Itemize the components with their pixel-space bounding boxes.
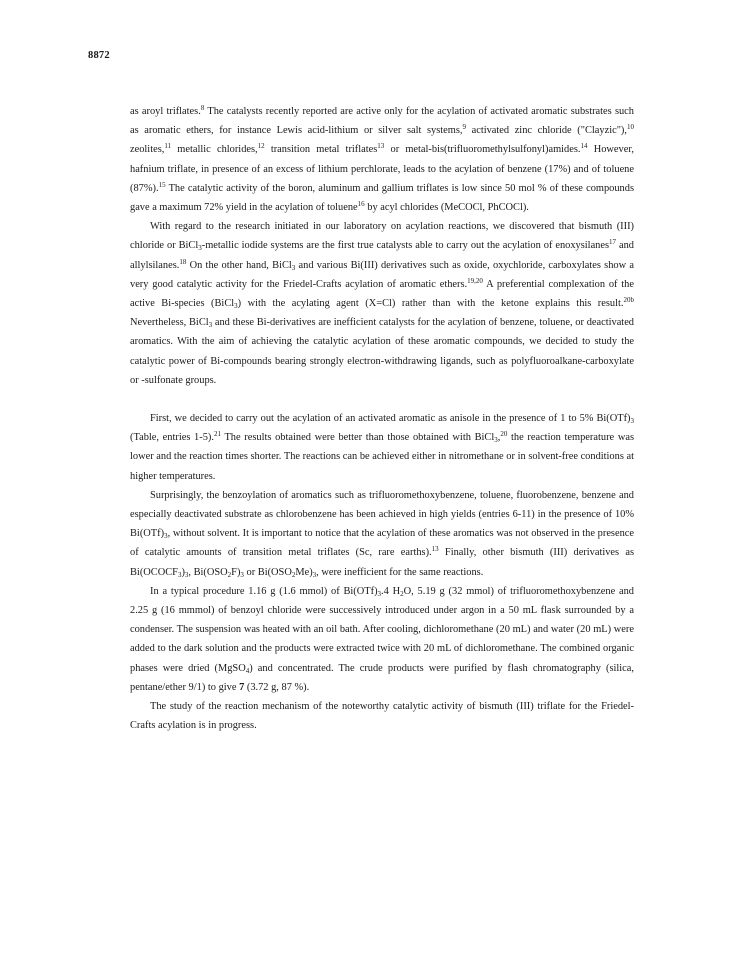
paragraph-benzoylation [130,486,634,582]
text-run: Me) [295,566,313,578]
reference-superscript: 17 [609,238,617,247]
subscript: 3 [208,321,213,330]
text-run: and these Bi-derivatives are inefficient catalysts for the acylation of benzene, toluene, or deactivated aromatics. With the aim of achieving the catalytic acylation of these aromatic compounds, we decided to study the catalytic power of Bi-compounds bearing strongly electron-withdrawing ligands, such as polyfluoroalkane-carboxylate or -sulfonate groups. [130,317,634,386]
text-run: or Bi(OSO [243,566,292,578]
text-run: With regard to the research initiated in our laboratory on acylation reactions, we discovered that bismuth (III) chloride or BiCl [130,221,634,252]
text-run: ) and concentrated. The crude products were purified by flash chromatography (silica, pentane/ether 9/1) to give [130,662,634,693]
text-run: (Table, entries 1-5). [130,432,214,444]
reference-superscript: 13 [377,142,385,151]
text-run: On the other hand, BiCl [186,259,292,271]
text-run: , [497,432,501,444]
reference-superscript: 8 [200,104,205,112]
subscript: 2 [400,589,404,598]
text-run: as aroyl triflates. [130,106,201,117]
paragraph-bismuth-research [130,217,634,390]
text-run: -metallic iodide systems are the first true catalysts able to carry out the acylation of enoxysilanes [201,240,610,252]
subscript: 2 [227,570,232,579]
body-text [130,102,634,736]
paragraph-typical-procedure [130,582,634,697]
text-run: In a typical procedure 1.16 g (1.6 mmol) of Bi(OTf) [150,585,378,597]
subscript: 3 [291,263,296,272]
text-run: zeolites, [130,144,165,156]
text-run: F) [231,566,241,578]
paragraph-anisole-acylation [130,409,634,486]
reference-superscript: 11 [164,142,172,151]
reference-superscript: 20 [500,430,508,439]
text-run: transition metal triflates [264,144,378,156]
subscript: 3 [177,570,182,579]
subscript: 3 [240,570,244,579]
text-run: or metal-bis(trifluoromethylsulfonyl)amides. [384,144,581,156]
text-run: The study of the reaction mechanism of the noteworthy catalytic activity of bismuth (III) triflate for the Friedel-Crafts acylation is in progress. [130,701,634,732]
text-run: Surprisingly, the benzoylation of aromatics such as trifluoromethoxybenzene, toluene, fluorobenzene, benzene and especially deactivated substrate as chlorobenzene has been achieved in high yields (entries 6-11) in the presence of 10% Bi(OTf) [130,489,634,540]
subscript: 3 [234,302,238,311]
text-run: The catalysts recently reported are active only for the acylation of activated aromatic substrates such as aromatic ethers, for instance Lewis acid-lithium or silver salt systems, [130,106,634,137]
text-run: The results obtained were better than those obtained with BiCl [220,432,495,444]
page-number: 8872 [88,50,110,61]
text-run: activated zinc chloride ("Clayzic"), [465,125,627,137]
text-run: O, 5.19 g (32 mmol) of trifluoromethoxybenzene and 2.25 g (16 mmmol) of benzoyl chloride were successively introduced under argon in a 50 mL flask surrounded by a condenser. The suspension was heated with an oil bath. After cooling, dichloromethane (20 mL) and water (20 mL) were added to the dark solution and the products were extracted twice with 20 mL of dichloromethane. The combined organic phases were dried (MgSO [130,585,634,674]
subscript: 3 [164,532,168,541]
text-run: the reaction temperature was lower and the reaction times shorter. The reactions can be achieved either in nitromethane or in solvent-free conditions at higher temperatures. [130,432,634,482]
subscript: 3 [198,244,202,253]
reference-superscript: 18 [179,257,187,266]
subscript: 3 [494,436,498,445]
reference-superscript: 21 [213,430,221,439]
reference-superscript: 19,20 [467,276,483,285]
text-run: , Bi(OSO [188,566,228,578]
reference-superscript: 12 [257,142,265,151]
text-run: metallic chlorides, [171,144,258,156]
text-run: , without solvent. It is important to notice that the acylation of these aromatics was not observed in the presence of catalytic amounts of transition metal triflates (Sc, rare earths). [130,528,634,559]
compound-number: 7 [239,681,245,693]
subscript: 3 [184,570,189,579]
text-run: Finally, other bismuth (III) derivatives as Bi(OCOCF [130,547,635,578]
text-run: ) with the acylating agent (X=Cl) rather than with the ketone explains this result. [237,298,624,310]
subscript: 4 [245,666,250,675]
reference-superscript: 9 [462,123,466,132]
text-run: and various Bi(III) derivatives such as oxide, oxychloride, carboxylates show a very good catalytic activity for the Friedel-Crafts acylation of aromatic ethers. [130,259,634,290]
text-run: However, hafnium triflate, in presence of an excess of lithium perchlorate, leads to the acylation of benzene (17%) and of toluene (87%). [130,144,634,194]
text-run: The catalytic activity of the boron, aluminum and gallium triflates is low since 50 mol % of these compounds gave a maximum 72% yield in the acylation of toluene [130,182,634,214]
text-run: (3.72 g, 87 %). [244,681,310,693]
text-run: Nevertheless, BiCl [130,317,209,329]
reference-superscript: 14 [580,142,588,151]
text-run: .4 H [381,585,401,597]
subscript: 2 [291,570,296,579]
subscript: 3 [377,589,382,598]
paragraph-continuation [130,102,634,217]
paragraph-mechanism-study [130,697,634,735]
subscript: 3 [630,417,634,426]
reference-superscript: 20b [623,296,634,305]
subscript: 3 [312,570,317,579]
reference-superscript: 10 [627,123,634,132]
reference-superscript: 15 [158,180,166,189]
text-run: and allylsilanes. [130,240,634,271]
text-run: A preferential complexation of the active Bi-species (BiCl [130,278,634,310]
text-run: by acyl chlorides (MeCOCl, PhCOCl). [364,202,529,214]
text-run: , were inefficient for the same reactions. [316,566,484,578]
reference-superscript: 16 [357,200,365,209]
text-run: ) [181,566,185,578]
reference-superscript: 13 [431,545,439,554]
text-run: First, we decided to carry out the acylation of an activated aromatic as anisole in the presence of 1 to 5% Bi(OTf) [150,413,631,425]
